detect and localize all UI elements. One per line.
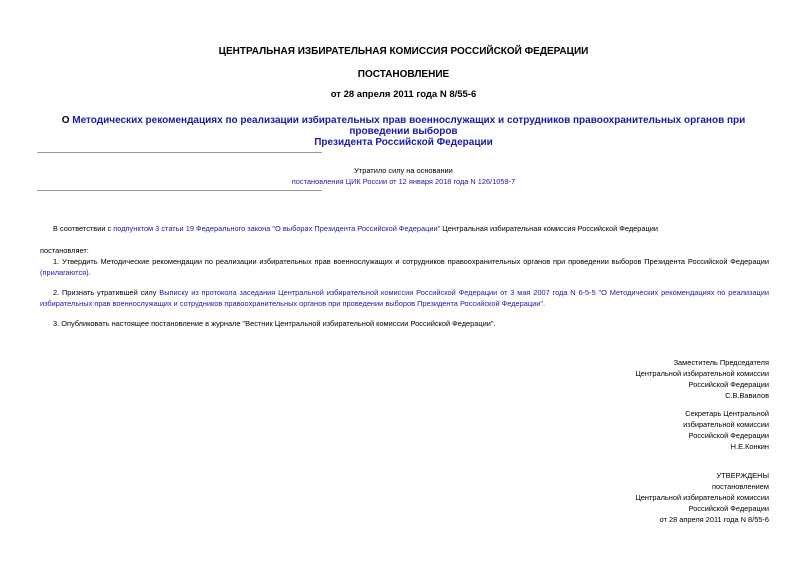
intro-prefix: В соответствии с bbox=[53, 224, 114, 233]
signature-line: Российской Федерации bbox=[688, 380, 769, 389]
title-prefix: О bbox=[61, 115, 73, 126]
signature-line: Российской Федерации bbox=[688, 431, 769, 440]
law-article-link[interactable]: подпунктом 3 статьи 19 Федерального закона "О выборах Президента Российской Федерации" bbox=[113, 224, 441, 233]
title-link-continued[interactable]: Президента Российской Федерации bbox=[314, 137, 493, 148]
divider-bottom bbox=[37, 190, 322, 191]
intro-paragraph bbox=[40, 223, 769, 234]
document-title bbox=[40, 115, 767, 148]
approval-line: УТВЕРЖДЕНЫ bbox=[716, 471, 769, 480]
organization-heading: ЦЕНТРАЛЬНАЯ ИЗБИРАТЕЛЬНАЯ КОМИССИЯ РОССИЙСКОЙ ФЕДЕРАЦИИ bbox=[218, 46, 589, 57]
attachment-link[interactable]: (прилагаются) bbox=[40, 268, 89, 277]
item-3: 3. Опубликовать настоящее постановление в журнале "Вестник Центральной избирательной комиссии Российской Федерации". bbox=[53, 319, 496, 328]
approval-line: от 28 апреля 2011 года N 8/55-6 bbox=[659, 515, 769, 524]
signature-line: Секретарь Центральной bbox=[685, 409, 769, 418]
item-2 bbox=[40, 287, 769, 309]
item-1-text: 1. Утвердить Методические рекомендации по реализации избирательных прав военнослужащих и сотрудников правоохранительных органов при проведении выборов Президента Российской Федерации bbox=[53, 257, 769, 266]
document-type: ПОСТАНОВЛЕНИЕ bbox=[357, 69, 450, 80]
signature-deputy-chair bbox=[569, 357, 769, 401]
title-link[interactable]: Методических рекомендациях по реализации избирательных прав военнослужащих и сотрудников правоохранительных органов при проведении выборов bbox=[72, 115, 746, 137]
intro-suffix: Центральная избирательная комиссия Российской Федерации bbox=[440, 224, 658, 233]
item-2-text: 2. Признать утратившей силу bbox=[53, 288, 160, 297]
signature-line: Центральной избирательной комиссии bbox=[635, 369, 769, 378]
document-date-number: от 28 апреля 2011 года N 8/55-6 bbox=[330, 89, 477, 100]
item-1 bbox=[40, 256, 769, 278]
approval-block bbox=[569, 470, 769, 525]
approval-line: постановлением bbox=[712, 482, 769, 491]
signature-secretary bbox=[569, 408, 769, 452]
status-note-text: Утратило силу на основании bbox=[354, 166, 453, 175]
status-note-link[interactable]: постановления ЦИК России от 12 января 2018 года N 126/1059-7 bbox=[291, 177, 516, 186]
decrees-label: постановляет: bbox=[40, 246, 89, 255]
protocol-extract-link[interactable]: Выписку из протокола заседания Центральной избирательной комиссии Российской Федерации от 3 мая 2007 года N 6-5-5 "О Методических рекомендациях по реализации избирательных прав военнослужащих и сотрудников правоохранительных органов при проведении выборов Президента Российской Федерации" bbox=[40, 288, 769, 308]
item-1-end: . bbox=[88, 268, 91, 277]
status-note bbox=[0, 165, 807, 187]
item-2-end: . bbox=[542, 299, 546, 308]
signature-line: Заместитель Председателя bbox=[673, 358, 769, 367]
signature-name: С.В.Вавилов bbox=[725, 391, 769, 400]
approval-line: Центральной избирательной комиссии bbox=[635, 493, 769, 502]
divider-top bbox=[37, 152, 322, 153]
signature-line: избирательной комиссии bbox=[683, 420, 769, 429]
signature-name: Н.Е.Конкин bbox=[730, 442, 769, 451]
approval-line: Российской Федерации bbox=[688, 504, 769, 513]
